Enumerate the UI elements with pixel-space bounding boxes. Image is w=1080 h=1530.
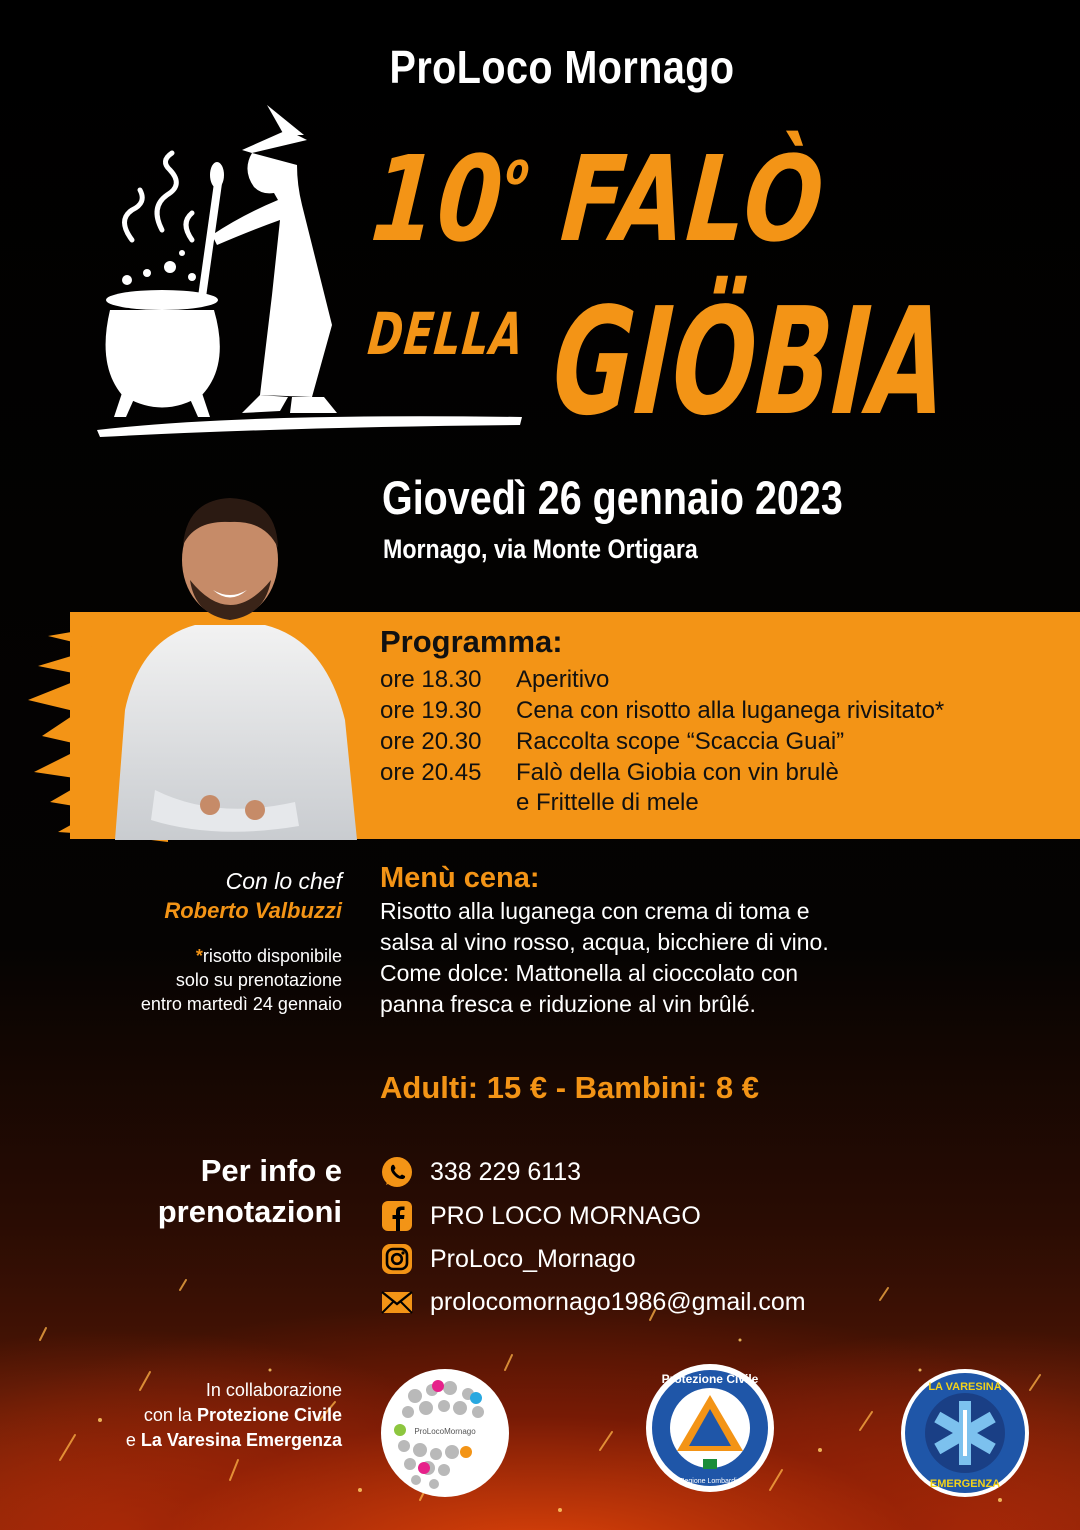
proloco-logo [380, 1368, 510, 1498]
facebook-icon [380, 1199, 414, 1233]
phone-number: 338 229 6113 [430, 1157, 582, 1186]
contact-instagram[interactable] [380, 1242, 636, 1276]
program-row [380, 666, 609, 694]
collaboration-text [126, 1378, 342, 1453]
event-date: Giovedì 26 gennaio 2023 [382, 471, 843, 524]
collab-partner: La Varesina Emergenza [140, 1430, 342, 1450]
program-title: Programma: [380, 624, 563, 659]
facebook-page: PRO LOCO MORNAGO [430, 1201, 701, 1230]
email-address: prolocomornago1986@gmail.com [430, 1287, 806, 1316]
varesina-logo-top: LA VARESINA [928, 1381, 1002, 1393]
instagram-icon [380, 1242, 414, 1276]
event-title-giobia: GIÖBIA [548, 276, 954, 448]
program-time: ore 19.30 [380, 697, 482, 724]
program-row [380, 789, 699, 817]
organizer-name: ProLoco Mornago [389, 41, 735, 93]
contact-phone[interactable] [380, 1155, 581, 1189]
note-line: entro martedì 24 gennaio [140, 994, 342, 1014]
instagram-handle: ProLoco_Mornago [430, 1244, 636, 1273]
info-title-line: prenotazioni [157, 1194, 342, 1229]
program-time: ore 20.30 [380, 728, 482, 755]
contact-email[interactable] [380, 1285, 806, 1319]
program-desc: Falò della Giobia con vin brulè [516, 759, 839, 786]
program-row [380, 728, 844, 756]
event-location: Mornago, via Monte Ortigara [383, 534, 698, 564]
collab-line: In collaborazione [205, 1380, 342, 1400]
event-title-edition [367, 130, 830, 268]
program-desc: Raccolta scope “Scaccia Guai” [516, 728, 845, 755]
program-row [380, 697, 944, 725]
protezione-logo-top: Protezione Civile [661, 1372, 759, 1386]
note-asterisk: * [195, 946, 203, 966]
program-time: ore 20.45 [380, 759, 482, 786]
program-row [380, 759, 839, 787]
edition-ordinal: o [503, 144, 534, 195]
menu-line: Come dolce: Mattonella al cioccolato con [380, 960, 799, 986]
varesina-emergenza-logo [900, 1368, 1030, 1498]
menu-line: panna fresca e riduzione al vin brûlé. [380, 991, 756, 1017]
protezione-logo-bottom: Regione Lombardia [679, 1478, 741, 1485]
program-desc: Cena con risotto alla luganega rivisitato* [516, 697, 945, 724]
note-line: solo su prenotazione [175, 970, 342, 990]
protezione-civile-logo [645, 1363, 775, 1493]
collab-partner: Protezione Civile [196, 1405, 342, 1425]
chef-photo [95, 490, 365, 840]
program-time: ore 18.30 [380, 666, 482, 693]
note-line: risotto disponibile [202, 946, 342, 966]
reservation-note [141, 944, 342, 1016]
chef-caption: Con lo chef [225, 868, 342, 894]
info-title [158, 1150, 342, 1232]
whatsapp-icon [380, 1155, 414, 1189]
ticket-price: Adulti: 15 € - Bambini: 8 € [380, 1070, 759, 1105]
menu-title: Menù cena: [380, 862, 540, 894]
edition-number: 10 [366, 130, 510, 268]
varesina-logo-bottom: EMERGENZA [929, 1478, 1001, 1490]
program-desc: Aperitivo [516, 666, 610, 693]
proloco-logo-text: ProLocoMornago [414, 1427, 476, 1436]
contact-facebook[interactable] [380, 1199, 701, 1233]
collab-prefix: con la [143, 1405, 197, 1425]
collab-prefix: e [125, 1430, 141, 1450]
menu-line: Risotto alla luganega con crema di toma e [380, 898, 810, 924]
email-icon [380, 1285, 414, 1319]
chef-name: Roberto Valbuzzi [164, 898, 342, 923]
event-title-falo: FALÒ [556, 130, 831, 268]
program-desc: e Frittelle di mele [516, 789, 699, 816]
event-title-della: DELLA [365, 300, 528, 368]
info-title-line: Per info e [200, 1153, 342, 1188]
menu-line: salsa al vino rosso, acqua, bicchiere di vino. [380, 929, 829, 955]
